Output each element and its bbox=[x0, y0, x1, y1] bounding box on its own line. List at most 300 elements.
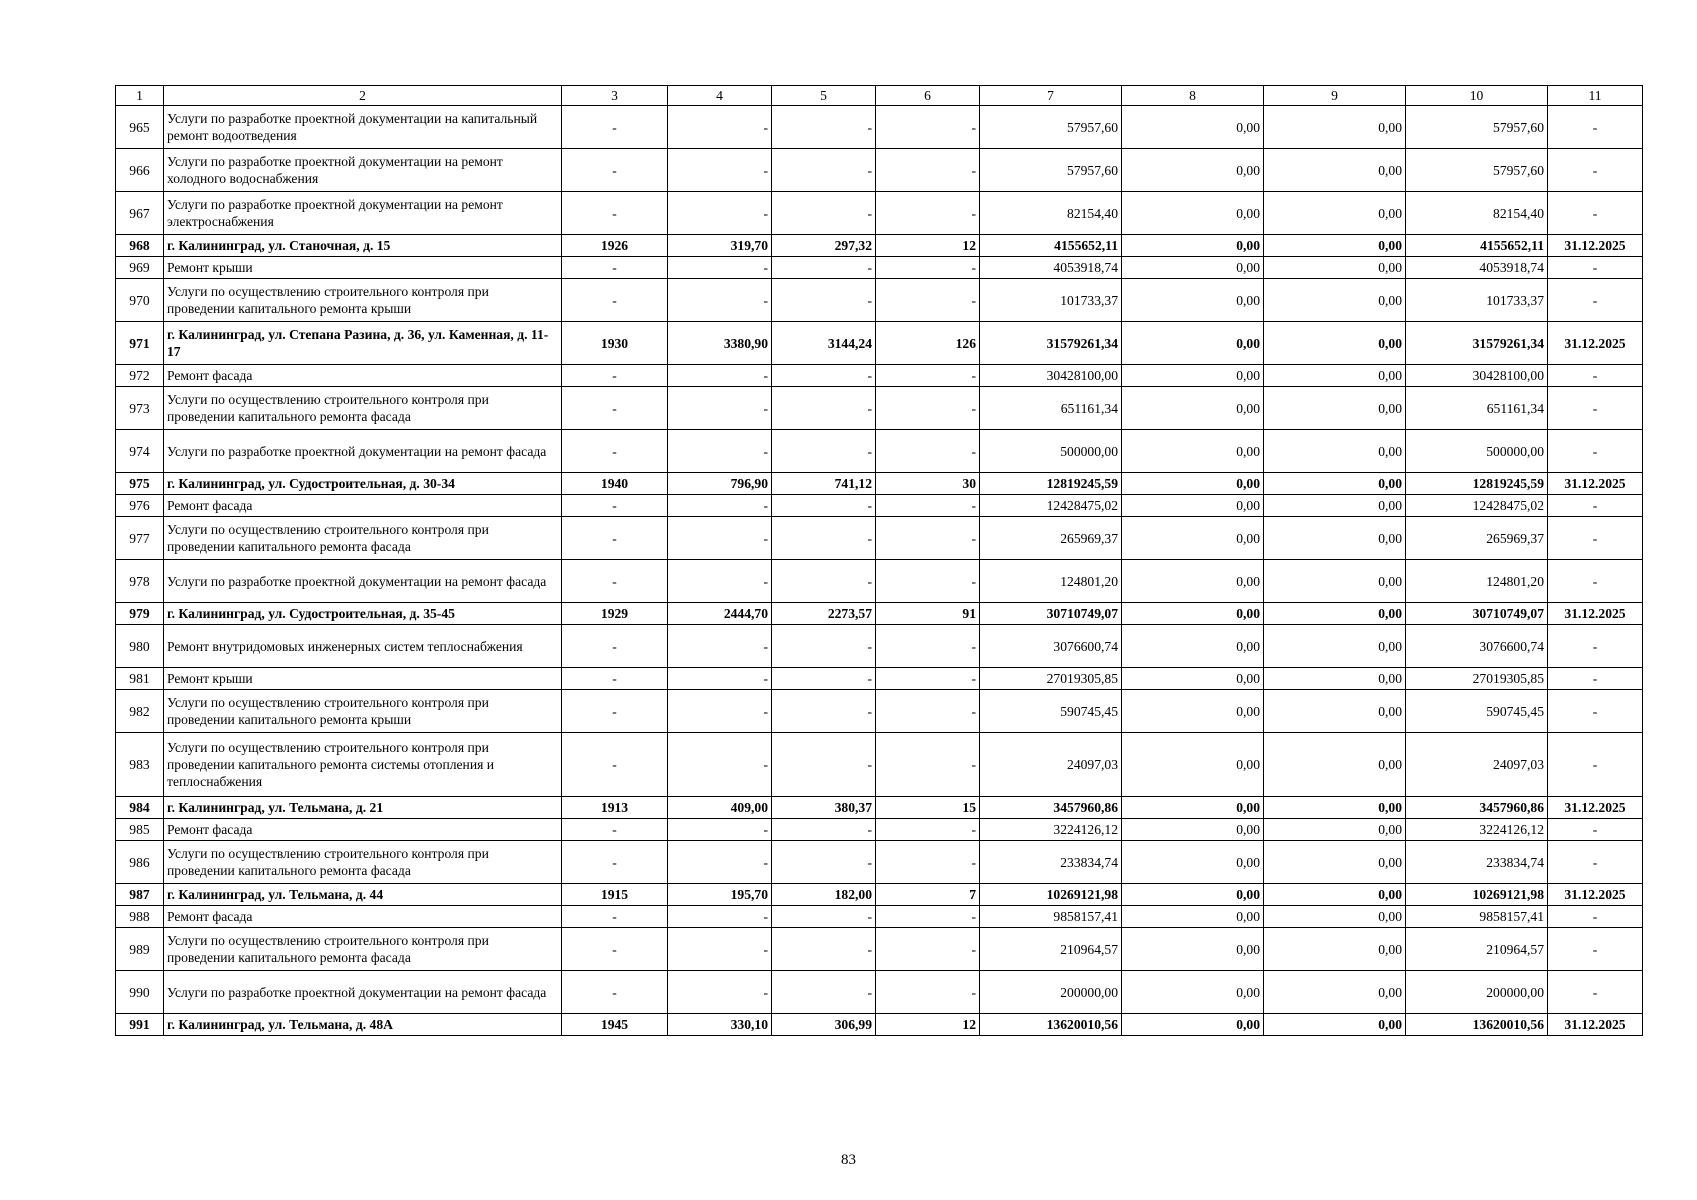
work-name-cell: Услуги по осуществлению строительного контроля при проведении капитального ремонта крыши bbox=[164, 690, 562, 733]
column-number-header: 6 bbox=[876, 86, 980, 106]
col-7-amount-cell: 10269121,98 bbox=[980, 884, 1122, 906]
col-3-cell: - bbox=[562, 733, 668, 797]
col-7-amount-cell: 24097,03 bbox=[980, 733, 1122, 797]
col-8-amount-cell: 0,00 bbox=[1122, 149, 1264, 192]
col-9-amount-cell: 0,00 bbox=[1264, 906, 1406, 928]
work-name-cell: Услуги по осуществлению строительного контроля при проведении капитального ремонта фасада bbox=[164, 841, 562, 884]
col-6-cell: 91 bbox=[876, 603, 980, 625]
col-5-cell: - bbox=[772, 365, 876, 387]
col-7-amount-cell: 12819245,59 bbox=[980, 473, 1122, 495]
col-3-cell: - bbox=[562, 495, 668, 517]
row-number-cell: 972 bbox=[116, 365, 164, 387]
col-4-cell: - bbox=[668, 625, 772, 668]
col-8-amount-cell: 0,00 bbox=[1122, 473, 1264, 495]
col-4-cell: - bbox=[668, 733, 772, 797]
work-row bbox=[116, 668, 1643, 690]
address-row bbox=[116, 473, 1643, 495]
col-11-date-cell: - bbox=[1548, 733, 1643, 797]
work-name-cell: Ремонт фасада bbox=[164, 495, 562, 517]
col-10-amount-cell: 31579261,34 bbox=[1406, 322, 1548, 365]
col-11-date-cell: - bbox=[1548, 971, 1643, 1014]
work-name-cell: г. Калининград, ул. Судостроительная, д. 30-34 bbox=[164, 473, 562, 495]
work-row bbox=[116, 906, 1643, 928]
col-6-cell: - bbox=[876, 668, 980, 690]
col-8-amount-cell: 0,00 bbox=[1122, 690, 1264, 733]
col-4-cell: 409,00 bbox=[668, 797, 772, 819]
work-name-cell: г. Калининград, ул. Тельмана, д. 44 bbox=[164, 884, 562, 906]
col-5-cell: - bbox=[772, 971, 876, 1014]
row-number-cell: 981 bbox=[116, 668, 164, 690]
col-9-amount-cell: 0,00 bbox=[1264, 257, 1406, 279]
col-11-date-cell: - bbox=[1548, 106, 1643, 149]
col-11-date-cell: 31.12.2025 bbox=[1548, 884, 1643, 906]
col-11-date-cell: - bbox=[1548, 690, 1643, 733]
col-6-cell: 30 bbox=[876, 473, 980, 495]
col-10-amount-cell: 30428100,00 bbox=[1406, 365, 1548, 387]
address-row bbox=[116, 322, 1643, 365]
col-10-amount-cell: 233834,74 bbox=[1406, 841, 1548, 884]
col-6-cell: - bbox=[876, 560, 980, 603]
col-5-cell: - bbox=[772, 906, 876, 928]
col-7-amount-cell: 3224126,12 bbox=[980, 819, 1122, 841]
work-name-cell: Ремонт крыши bbox=[164, 668, 562, 690]
page-number: 83 bbox=[841, 1152, 856, 1168]
col-7-amount-cell: 210964,57 bbox=[980, 928, 1122, 971]
col-9-amount-cell: 0,00 bbox=[1264, 495, 1406, 517]
col-7-amount-cell: 9858157,41 bbox=[980, 906, 1122, 928]
col-10-amount-cell: 10269121,98 bbox=[1406, 884, 1548, 906]
work-name-cell: Услуги по осуществлению строительного контроля при проведении капитального ремонта фасада bbox=[164, 928, 562, 971]
col-9-amount-cell: 0,00 bbox=[1264, 1014, 1406, 1036]
col-9-amount-cell: 0,00 bbox=[1264, 928, 1406, 971]
col-9-amount-cell: 0,00 bbox=[1264, 106, 1406, 149]
address-row bbox=[116, 235, 1643, 257]
col-3-cell: 1913 bbox=[562, 797, 668, 819]
work-name-cell: Услуги по осуществлению строительного контроля при проведении капитального ремонта крыши bbox=[164, 279, 562, 322]
row-number-cell: 987 bbox=[116, 884, 164, 906]
col-5-cell: - bbox=[772, 106, 876, 149]
col-6-cell: - bbox=[876, 928, 980, 971]
work-name-cell: Ремонт фасада bbox=[164, 819, 562, 841]
row-number-cell: 967 bbox=[116, 192, 164, 235]
col-4-cell: - bbox=[668, 149, 772, 192]
work-row bbox=[116, 928, 1643, 971]
col-3-cell: 1930 bbox=[562, 322, 668, 365]
col-11-date-cell: - bbox=[1548, 495, 1643, 517]
col-10-amount-cell: 651161,34 bbox=[1406, 387, 1548, 430]
col-6-cell: - bbox=[876, 625, 980, 668]
col-11-date-cell: - bbox=[1548, 279, 1643, 322]
row-number-cell: 977 bbox=[116, 517, 164, 560]
col-4-cell: - bbox=[668, 430, 772, 473]
row-number-cell: 965 bbox=[116, 106, 164, 149]
col-8-amount-cell: 0,00 bbox=[1122, 430, 1264, 473]
row-number-cell: 990 bbox=[116, 971, 164, 1014]
col-3-cell: - bbox=[562, 192, 668, 235]
col-4-cell: - bbox=[668, 192, 772, 235]
col-6-cell: - bbox=[876, 279, 980, 322]
col-7-amount-cell: 30428100,00 bbox=[980, 365, 1122, 387]
work-row bbox=[116, 106, 1643, 149]
row-number-cell: 976 bbox=[116, 495, 164, 517]
col-7-amount-cell: 12428475,02 bbox=[980, 495, 1122, 517]
col-4-cell: - bbox=[668, 971, 772, 1014]
col-4-cell: 195,70 bbox=[668, 884, 772, 906]
work-row bbox=[116, 495, 1643, 517]
col-8-amount-cell: 0,00 bbox=[1122, 560, 1264, 603]
col-10-amount-cell: 210964,57 bbox=[1406, 928, 1548, 971]
col-5-cell: - bbox=[772, 430, 876, 473]
col-9-amount-cell: 0,00 bbox=[1264, 560, 1406, 603]
col-7-amount-cell: 57957,60 bbox=[980, 149, 1122, 192]
col-10-amount-cell: 4053918,74 bbox=[1406, 257, 1548, 279]
col-4-cell: 3380,90 bbox=[668, 322, 772, 365]
col-10-amount-cell: 12428475,02 bbox=[1406, 495, 1548, 517]
work-name-cell: г. Калининград, ул. Тельмана, д. 21 bbox=[164, 797, 562, 819]
col-3-cell: - bbox=[562, 819, 668, 841]
col-7-amount-cell: 31579261,34 bbox=[980, 322, 1122, 365]
col-5-cell: - bbox=[772, 690, 876, 733]
work-name-cell: Ремонт фасада bbox=[164, 906, 562, 928]
col-3-cell: - bbox=[562, 430, 668, 473]
col-10-amount-cell: 9858157,41 bbox=[1406, 906, 1548, 928]
work-row bbox=[116, 690, 1643, 733]
col-9-amount-cell: 0,00 bbox=[1264, 819, 1406, 841]
row-number-cell: 973 bbox=[116, 387, 164, 430]
work-name-cell: Услуги по разработке проектной документации на ремонт фасада bbox=[164, 560, 562, 603]
col-6-cell: - bbox=[876, 819, 980, 841]
col-9-amount-cell: 0,00 bbox=[1264, 841, 1406, 884]
col-10-amount-cell: 590745,45 bbox=[1406, 690, 1548, 733]
column-number-header: 7 bbox=[980, 86, 1122, 106]
row-number-cell: 980 bbox=[116, 625, 164, 668]
column-number-header: 10 bbox=[1406, 86, 1548, 106]
col-9-amount-cell: 0,00 bbox=[1264, 235, 1406, 257]
col-10-amount-cell: 82154,40 bbox=[1406, 192, 1548, 235]
col-7-amount-cell: 500000,00 bbox=[980, 430, 1122, 473]
work-row bbox=[116, 841, 1643, 884]
col-11-date-cell: - bbox=[1548, 365, 1643, 387]
work-row bbox=[116, 192, 1643, 235]
col-4-cell: - bbox=[668, 690, 772, 733]
col-8-amount-cell: 0,00 bbox=[1122, 841, 1264, 884]
col-3-cell: - bbox=[562, 149, 668, 192]
address-row bbox=[116, 1014, 1643, 1036]
col-10-amount-cell: 124801,20 bbox=[1406, 560, 1548, 603]
col-3-cell: - bbox=[562, 690, 668, 733]
col-5-cell: - bbox=[772, 387, 876, 430]
col-10-amount-cell: 24097,03 bbox=[1406, 733, 1548, 797]
work-row bbox=[116, 387, 1643, 430]
col-7-amount-cell: 3457960,86 bbox=[980, 797, 1122, 819]
row-number-cell: 966 bbox=[116, 149, 164, 192]
col-11-date-cell: - bbox=[1548, 928, 1643, 971]
work-name-cell: г. Калининград, ул. Степана Разина, д. 36, ул. Каменная, д. 11-17 bbox=[164, 322, 562, 365]
address-row bbox=[116, 884, 1643, 906]
col-4-cell: - bbox=[668, 819, 772, 841]
col-4-cell: - bbox=[668, 668, 772, 690]
col-3-cell: - bbox=[562, 928, 668, 971]
col-10-amount-cell: 3457960,86 bbox=[1406, 797, 1548, 819]
col-8-amount-cell: 0,00 bbox=[1122, 928, 1264, 971]
col-9-amount-cell: 0,00 bbox=[1264, 473, 1406, 495]
work-name-cell: Услуги по разработке проектной документации на ремонт электроснабжения bbox=[164, 192, 562, 235]
col-3-cell: - bbox=[562, 365, 668, 387]
col-11-date-cell: 31.12.2025 bbox=[1548, 322, 1643, 365]
row-number-cell: 971 bbox=[116, 322, 164, 365]
col-6-cell: - bbox=[876, 192, 980, 235]
col-10-amount-cell: 13620010,56 bbox=[1406, 1014, 1548, 1036]
col-11-date-cell: - bbox=[1548, 192, 1643, 235]
work-row bbox=[116, 430, 1643, 473]
col-6-cell: - bbox=[876, 733, 980, 797]
work-row bbox=[116, 560, 1643, 603]
work-row bbox=[116, 257, 1643, 279]
address-row bbox=[116, 797, 1643, 819]
col-9-amount-cell: 0,00 bbox=[1264, 387, 1406, 430]
work-name-cell: Ремонт фасада bbox=[164, 365, 562, 387]
col-11-date-cell: - bbox=[1548, 819, 1643, 841]
col-3-cell: - bbox=[562, 668, 668, 690]
col-6-cell: - bbox=[876, 971, 980, 1014]
col-7-amount-cell: 57957,60 bbox=[980, 106, 1122, 149]
col-8-amount-cell: 0,00 bbox=[1122, 106, 1264, 149]
col-4-cell: - bbox=[668, 257, 772, 279]
col-11-date-cell: - bbox=[1548, 668, 1643, 690]
col-4-cell: - bbox=[668, 841, 772, 884]
work-row bbox=[116, 149, 1643, 192]
col-11-date-cell: - bbox=[1548, 149, 1643, 192]
col-7-amount-cell: 200000,00 bbox=[980, 971, 1122, 1014]
col-8-amount-cell: 0,00 bbox=[1122, 884, 1264, 906]
work-row bbox=[116, 971, 1643, 1014]
col-9-amount-cell: 0,00 bbox=[1264, 192, 1406, 235]
work-name-cell: Услуги по разработке проектной документации на капитальный ремонт водоотведения bbox=[164, 106, 562, 149]
col-10-amount-cell: 57957,60 bbox=[1406, 149, 1548, 192]
col-9-amount-cell: 0,00 bbox=[1264, 365, 1406, 387]
col-7-amount-cell: 3076600,74 bbox=[980, 625, 1122, 668]
col-6-cell: - bbox=[876, 149, 980, 192]
work-name-cell: г. Калининград, ул. Судостроительная, д. 35-45 bbox=[164, 603, 562, 625]
col-6-cell: - bbox=[876, 430, 980, 473]
col-11-date-cell: - bbox=[1548, 257, 1643, 279]
col-8-amount-cell: 0,00 bbox=[1122, 517, 1264, 560]
col-8-amount-cell: 0,00 bbox=[1122, 322, 1264, 365]
col-11-date-cell: - bbox=[1548, 387, 1643, 430]
col-7-amount-cell: 27019305,85 bbox=[980, 668, 1122, 690]
col-5-cell: - bbox=[772, 257, 876, 279]
col-4-cell: 2444,70 bbox=[668, 603, 772, 625]
work-name-cell: Услуги по осуществлению строительного контроля при проведении капитального ремонта фасада bbox=[164, 387, 562, 430]
col-7-amount-cell: 590745,45 bbox=[980, 690, 1122, 733]
col-10-amount-cell: 3076600,74 bbox=[1406, 625, 1548, 668]
col-5-cell: - bbox=[772, 841, 876, 884]
col-7-amount-cell: 30710749,07 bbox=[980, 603, 1122, 625]
work-name-cell: г. Калининград, ул. Тельмана, д. 48А bbox=[164, 1014, 562, 1036]
work-row bbox=[116, 279, 1643, 322]
col-5-cell: - bbox=[772, 279, 876, 322]
col-8-amount-cell: 0,00 bbox=[1122, 257, 1264, 279]
row-number-cell: 968 bbox=[116, 235, 164, 257]
col-5-cell: 3144,24 bbox=[772, 322, 876, 365]
col-11-date-cell: 31.12.2025 bbox=[1548, 797, 1643, 819]
col-7-amount-cell: 82154,40 bbox=[980, 192, 1122, 235]
col-3-cell: - bbox=[562, 971, 668, 1014]
col-5-cell: - bbox=[772, 819, 876, 841]
col-3-cell: - bbox=[562, 279, 668, 322]
col-10-amount-cell: 265969,37 bbox=[1406, 517, 1548, 560]
register-table bbox=[115, 85, 1643, 1036]
row-number-cell: 983 bbox=[116, 733, 164, 797]
col-6-cell: - bbox=[876, 690, 980, 733]
col-6-cell: - bbox=[876, 906, 980, 928]
work-row bbox=[116, 625, 1643, 668]
col-4-cell: 796,90 bbox=[668, 473, 772, 495]
address-row bbox=[116, 603, 1643, 625]
work-name-cell: Услуги по осуществлению строительного контроля при проведении капитального ремонта системы отопления и теплоснабжения bbox=[164, 733, 562, 797]
row-number-cell: 970 bbox=[116, 279, 164, 322]
col-4-cell: 319,70 bbox=[668, 235, 772, 257]
work-name-cell: г. Калининград, ул. Станочная, д. 15 bbox=[164, 235, 562, 257]
col-9-amount-cell: 0,00 bbox=[1264, 517, 1406, 560]
col-7-amount-cell: 4053918,74 bbox=[980, 257, 1122, 279]
row-number-cell: 988 bbox=[116, 906, 164, 928]
col-8-amount-cell: 0,00 bbox=[1122, 797, 1264, 819]
row-number-cell: 989 bbox=[116, 928, 164, 971]
col-3-cell: - bbox=[562, 841, 668, 884]
col-3-cell: - bbox=[562, 517, 668, 560]
col-6-cell: 15 bbox=[876, 797, 980, 819]
col-5-cell: - bbox=[772, 192, 876, 235]
col-7-amount-cell: 233834,74 bbox=[980, 841, 1122, 884]
column-number-header: 4 bbox=[668, 86, 772, 106]
work-name-cell: Услуги по осуществлению строительного контроля при проведении капитального ремонта фасада bbox=[164, 517, 562, 560]
col-5-cell: 297,32 bbox=[772, 235, 876, 257]
row-number-cell: 978 bbox=[116, 560, 164, 603]
col-8-amount-cell: 0,00 bbox=[1122, 495, 1264, 517]
col-10-amount-cell: 4155652,11 bbox=[1406, 235, 1548, 257]
col-8-amount-cell: 0,00 bbox=[1122, 235, 1264, 257]
col-6-cell: - bbox=[876, 365, 980, 387]
col-9-amount-cell: 0,00 bbox=[1264, 149, 1406, 192]
col-8-amount-cell: 0,00 bbox=[1122, 1014, 1264, 1036]
work-row bbox=[116, 733, 1643, 797]
col-9-amount-cell: 0,00 bbox=[1264, 625, 1406, 668]
work-name-cell: Услуги по разработке проектной документации на ремонт холодного водоснабжения bbox=[164, 149, 562, 192]
col-9-amount-cell: 0,00 bbox=[1264, 603, 1406, 625]
col-4-cell: - bbox=[668, 906, 772, 928]
col-3-cell: 1940 bbox=[562, 473, 668, 495]
column-number-header: 11 bbox=[1548, 86, 1643, 106]
col-11-date-cell: 31.12.2025 bbox=[1548, 603, 1643, 625]
col-8-amount-cell: 0,00 bbox=[1122, 192, 1264, 235]
work-row bbox=[116, 365, 1643, 387]
col-4-cell: - bbox=[668, 495, 772, 517]
work-name-cell: Ремонт внутридомовых инженерных систем теплоснабжения bbox=[164, 625, 562, 668]
col-6-cell: - bbox=[876, 106, 980, 149]
row-number-cell: 979 bbox=[116, 603, 164, 625]
col-4-cell: - bbox=[668, 560, 772, 603]
col-5-cell: - bbox=[772, 495, 876, 517]
col-10-amount-cell: 500000,00 bbox=[1406, 430, 1548, 473]
col-3-cell: - bbox=[562, 257, 668, 279]
col-8-amount-cell: 0,00 bbox=[1122, 668, 1264, 690]
column-number-header: 1 bbox=[116, 86, 164, 106]
col-8-amount-cell: 0,00 bbox=[1122, 365, 1264, 387]
col-8-amount-cell: 0,00 bbox=[1122, 819, 1264, 841]
row-number-cell: 982 bbox=[116, 690, 164, 733]
col-9-amount-cell: 0,00 bbox=[1264, 668, 1406, 690]
col-5-cell: - bbox=[772, 625, 876, 668]
col-4-cell: - bbox=[668, 387, 772, 430]
column-number-row bbox=[116, 86, 1643, 106]
work-row bbox=[116, 819, 1643, 841]
col-4-cell: - bbox=[668, 106, 772, 149]
col-9-amount-cell: 0,00 bbox=[1264, 797, 1406, 819]
col-5-cell: 182,00 bbox=[772, 884, 876, 906]
col-5-cell: - bbox=[772, 149, 876, 192]
row-number-cell: 975 bbox=[116, 473, 164, 495]
row-number-cell: 969 bbox=[116, 257, 164, 279]
col-5-cell: 2273,57 bbox=[772, 603, 876, 625]
col-9-amount-cell: 0,00 bbox=[1264, 279, 1406, 322]
col-7-amount-cell: 651161,34 bbox=[980, 387, 1122, 430]
column-number-header: 8 bbox=[1122, 86, 1264, 106]
col-4-cell: - bbox=[668, 279, 772, 322]
col-3-cell: 1915 bbox=[562, 884, 668, 906]
col-9-amount-cell: 0,00 bbox=[1264, 733, 1406, 797]
col-8-amount-cell: 0,00 bbox=[1122, 971, 1264, 1014]
col-6-cell: - bbox=[876, 517, 980, 560]
col-6-cell: - bbox=[876, 841, 980, 884]
col-7-amount-cell: 124801,20 bbox=[980, 560, 1122, 603]
work-name-cell: Ремонт крыши bbox=[164, 257, 562, 279]
col-8-amount-cell: 0,00 bbox=[1122, 906, 1264, 928]
col-6-cell: 12 bbox=[876, 1014, 980, 1036]
col-10-amount-cell: 30710749,07 bbox=[1406, 603, 1548, 625]
row-number-cell: 986 bbox=[116, 841, 164, 884]
col-7-amount-cell: 101733,37 bbox=[980, 279, 1122, 322]
col-10-amount-cell: 27019305,85 bbox=[1406, 668, 1548, 690]
col-4-cell: 330,10 bbox=[668, 1014, 772, 1036]
row-number-cell: 985 bbox=[116, 819, 164, 841]
col-5-cell: - bbox=[772, 560, 876, 603]
col-10-amount-cell: 57957,60 bbox=[1406, 106, 1548, 149]
col-9-amount-cell: 0,00 bbox=[1264, 971, 1406, 1014]
col-8-amount-cell: 0,00 bbox=[1122, 733, 1264, 797]
col-6-cell: - bbox=[876, 257, 980, 279]
col-6-cell: 126 bbox=[876, 322, 980, 365]
col-6-cell: - bbox=[876, 387, 980, 430]
col-10-amount-cell: 12819245,59 bbox=[1406, 473, 1548, 495]
row-number-cell: 984 bbox=[116, 797, 164, 819]
col-3-cell: - bbox=[562, 625, 668, 668]
column-number-header: 2 bbox=[164, 86, 562, 106]
col-8-amount-cell: 0,00 bbox=[1122, 625, 1264, 668]
col-9-amount-cell: 0,00 bbox=[1264, 322, 1406, 365]
work-name-cell: Услуги по разработке проектной документации на ремонт фасада bbox=[164, 430, 562, 473]
col-11-date-cell: - bbox=[1548, 841, 1643, 884]
col-10-amount-cell: 3224126,12 bbox=[1406, 819, 1548, 841]
col-4-cell: - bbox=[668, 928, 772, 971]
col-3-cell: 1945 bbox=[562, 1014, 668, 1036]
col-4-cell: - bbox=[668, 517, 772, 560]
col-9-amount-cell: 0,00 bbox=[1264, 690, 1406, 733]
col-6-cell: 12 bbox=[876, 235, 980, 257]
column-number-header: 9 bbox=[1264, 86, 1406, 106]
col-9-amount-cell: 0,00 bbox=[1264, 430, 1406, 473]
col-5-cell: 741,12 bbox=[772, 473, 876, 495]
